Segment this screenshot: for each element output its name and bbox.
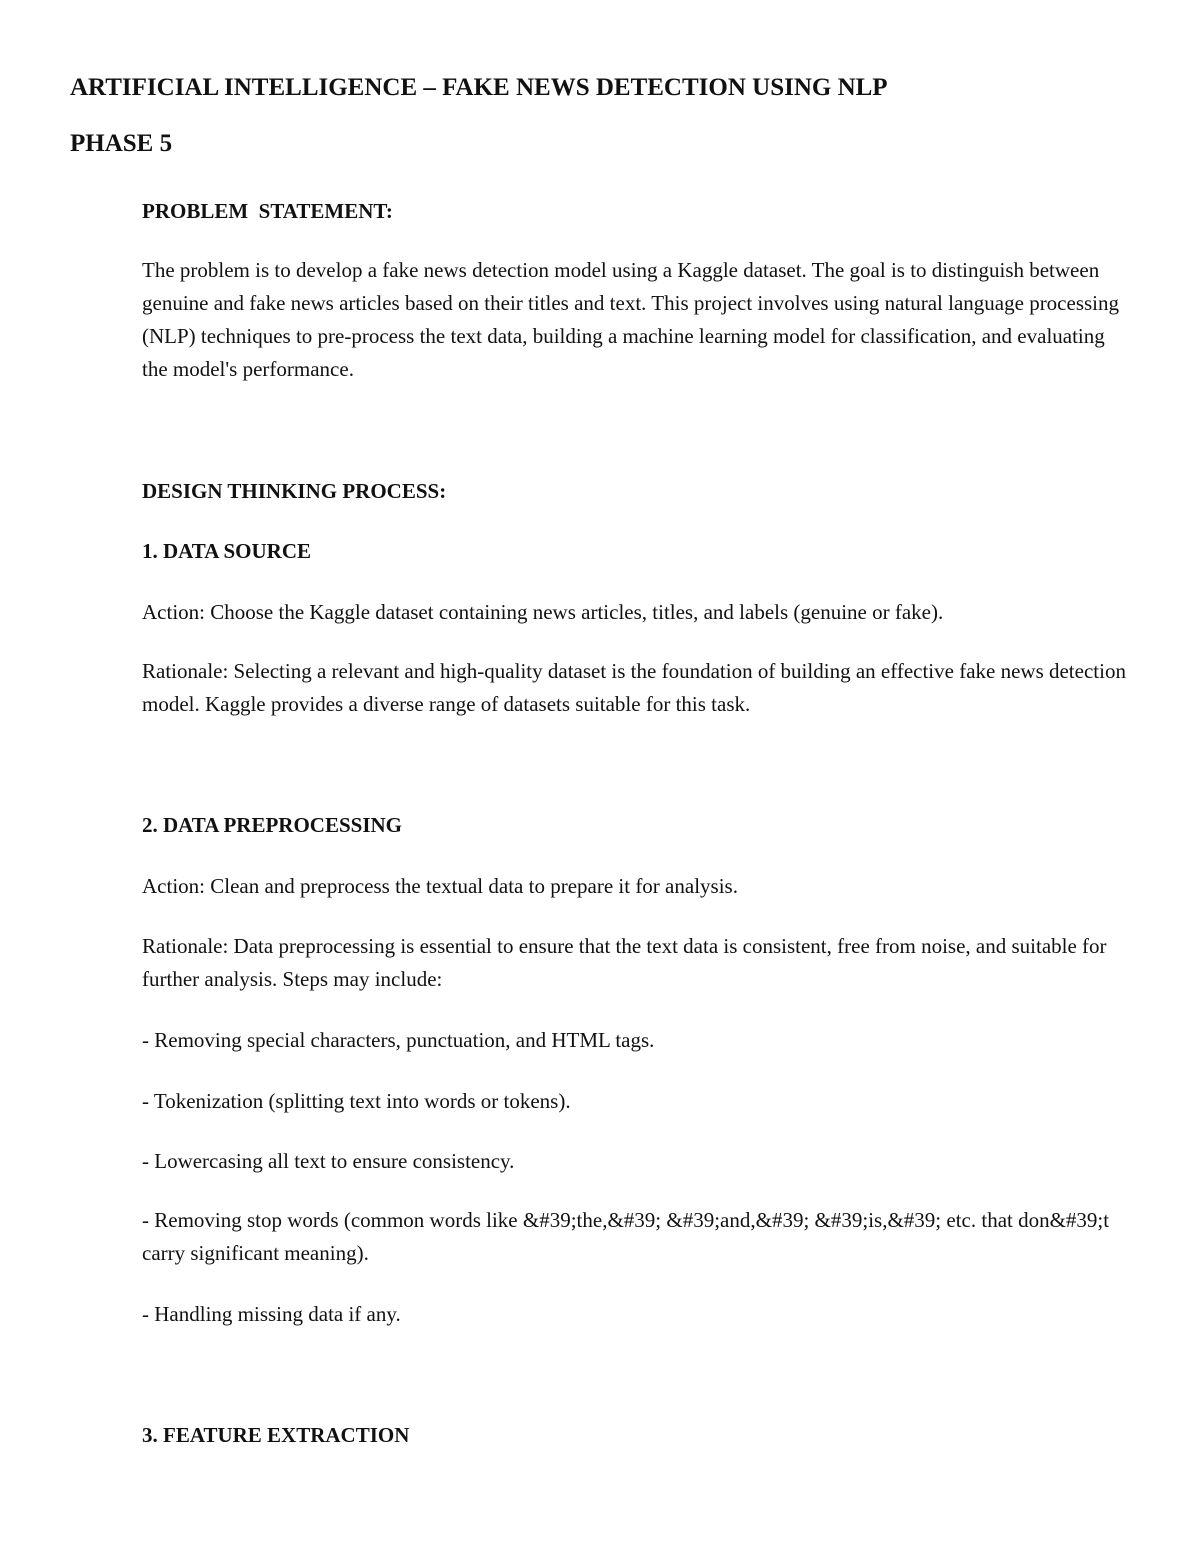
data-preprocessing-heading: 2. DATA PREPROCESSING bbox=[142, 813, 403, 837]
feature-extraction-heading: 3. FEATURE EXTRACTION bbox=[142, 1423, 410, 1447]
preprocessing-step: - Handling missing data if any. bbox=[142, 1302, 401, 1326]
data-preprocessing-action: Action: Clean and preprocess the textual data to prepare it for analysis. bbox=[142, 874, 738, 898]
data-preprocessing-rationale: Rationale: Data preprocessing is essential to ensure that the text data is consistent, free from noise, and suitable for further analysis. Steps may include: bbox=[142, 934, 1107, 991]
preprocessing-step: - Removing special characters, punctuation, and HTML tags. bbox=[142, 1028, 655, 1052]
design-thinking-heading: DESIGN THINKING PROCESS: bbox=[142, 479, 447, 503]
data-source-rationale: Rationale: Selecting a relevant and high-quality dataset is the foundation of building an effective fake news detection model. Kaggle provides a diverse range of datasets suitable for this task. bbox=[142, 659, 1126, 716]
problem-statement-text: The problem is to develop a fake news detection model using a Kaggle dataset. The goal is to distinguish between genuine and fake news articles based on their titles and text. This project involves using natural language processing (NLP) techniques to pre-process the text data, building a machine learning model for classification, and evaluating the model's performance. bbox=[142, 258, 1120, 381]
preprocessing-step: - Lowercasing all text to ensure consistency. bbox=[142, 1149, 515, 1173]
data-source-action: Action: Choose the Kaggle dataset containing news articles, titles, and labels (genuine or fake). bbox=[142, 600, 944, 624]
preprocessing-step: - Tokenization (splitting text into words or tokens). bbox=[142, 1089, 571, 1113]
problem-statement-heading: PROBLEM STATEMENT: bbox=[142, 199, 393, 223]
phase-label: PHASE 5 bbox=[70, 130, 173, 157]
data-source-heading: 1. DATA SOURCE bbox=[142, 539, 311, 563]
document-title: ARTIFICIAL INTELLIGENCE – FAKE NEWS DETECTION USING NLP bbox=[70, 74, 888, 101]
preprocessing-step: - Removing stop words (common words like &#39;the,&#39; &#39;and,&#39; &#39;is,&#39; etc. that don&#39;t carry significant meaning). bbox=[142, 1208, 1110, 1265]
